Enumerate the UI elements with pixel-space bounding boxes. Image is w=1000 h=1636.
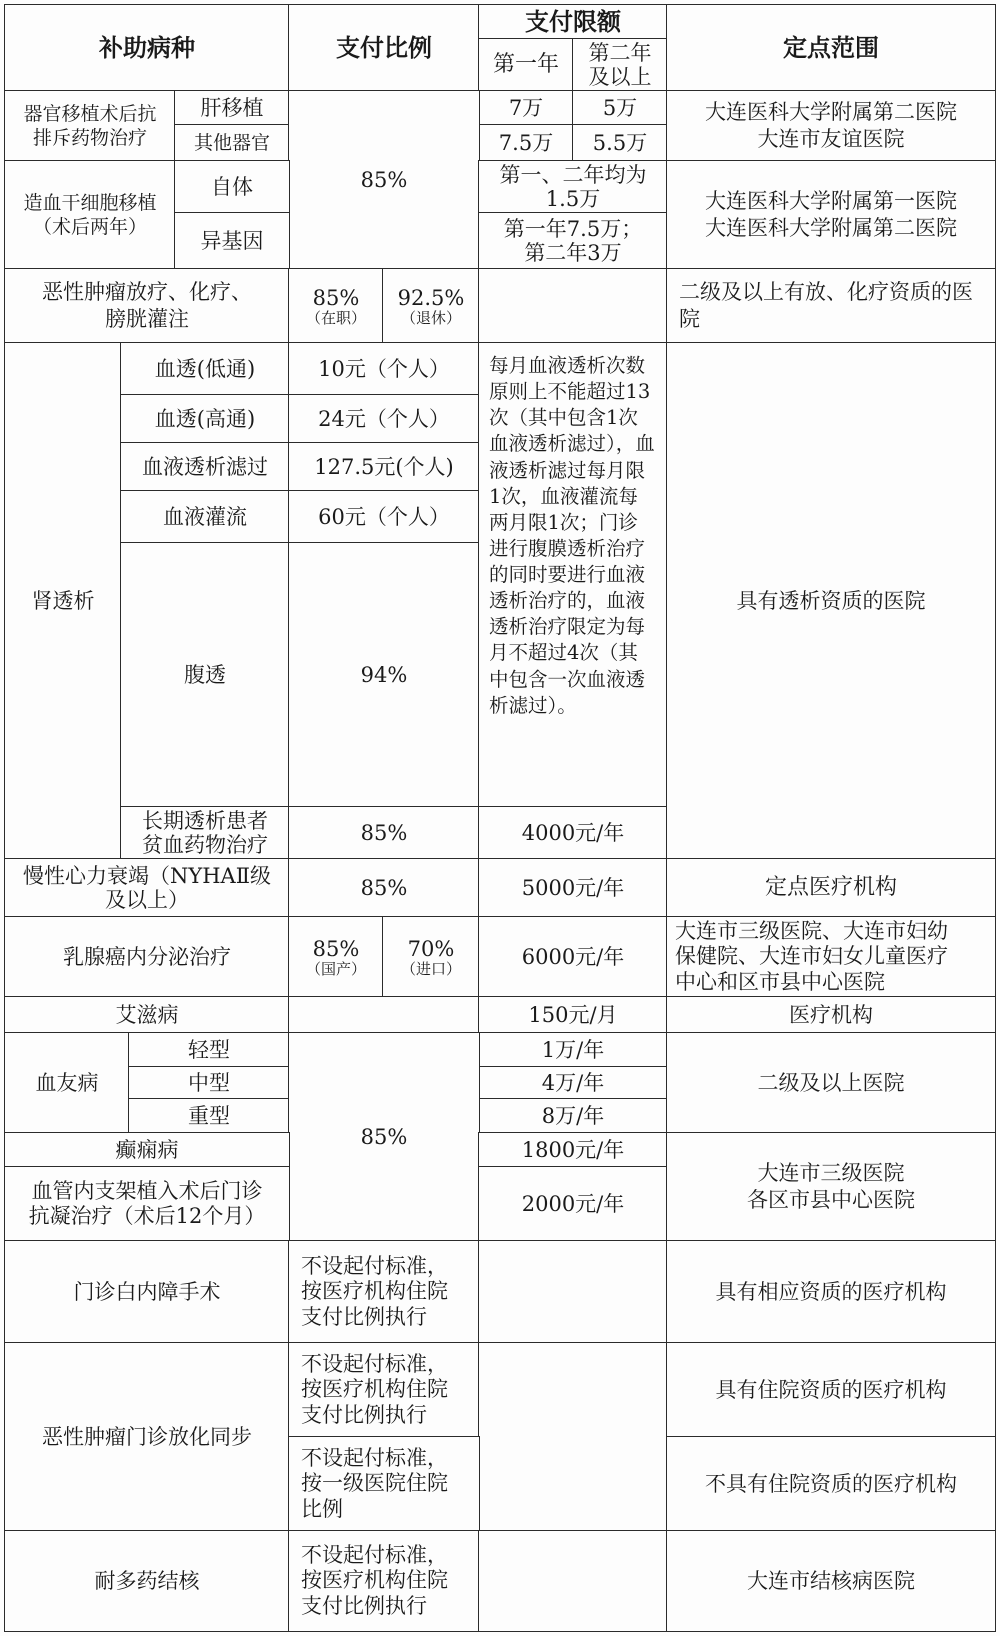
breast-ratio-import: 70% （进口） xyxy=(382,916,480,998)
dialysis-hd-low: 血透(低通) xyxy=(120,342,290,396)
stem-cell-scope: 大连医科大学附属第一医院 大连医科大学附属第二医院 xyxy=(666,160,996,270)
hemophilia-mild: 轻型 xyxy=(128,1032,290,1068)
dialysis-scope: 具有透析资质的医院 xyxy=(666,342,996,860)
tumor-ratio-employed: 85% （在职） xyxy=(288,268,384,344)
organ-liver-year1: 7万 xyxy=(478,90,574,126)
epilepsy-label: 癫痫病 xyxy=(4,1132,290,1168)
tumor-outpatient-ratio-a: 不设起付标准， 按医疗机构住院 支付比例执行 xyxy=(288,1342,480,1438)
heart-failure-label: 慢性心力衰竭（NYHAⅡ级 及以上） xyxy=(4,858,290,918)
hemophilia-moderate: 中型 xyxy=(128,1066,290,1100)
breast-cancer-limit: 6000元/年 xyxy=(478,916,668,998)
header-scope: 定点范围 xyxy=(666,4,996,92)
header-disease: 补助病种 xyxy=(4,4,290,92)
header-ratio: 支付比例 xyxy=(288,4,480,92)
dialysis-hdf-ratio: 127.5元(个人) xyxy=(288,442,480,492)
header-year2: 第二年 及以上 xyxy=(572,38,668,92)
organ-liver: 肝移植 xyxy=(174,90,290,126)
aids-label: 艾滋病 xyxy=(4,996,290,1034)
dialysis-hdf: 血液透析滤过 xyxy=(120,442,290,492)
hemophilia-moderate-limit: 4万/年 xyxy=(478,1066,668,1100)
aids-limit: 150元/月 xyxy=(478,996,668,1034)
cataract-ratio: 不设起付标准， 按医疗机构住院 支付比例执行 xyxy=(288,1240,480,1344)
breast-cancer-scope: 大连市三级医院、大连市妇幼 保健院、大连市妇女儿童医疗 中心和区市县中心医院 xyxy=(666,916,996,998)
aids-ratio-empty xyxy=(288,996,480,1034)
dialysis-anemia: 长期透析患者 贫血药物治疗 xyxy=(120,806,290,860)
organ-other: 其他器官 xyxy=(174,124,290,162)
hemophilia-scope: 二级及以上医院 xyxy=(666,1032,996,1134)
dialysis-hd-high-ratio: 24元（个人） xyxy=(288,394,480,444)
dialysis-hp: 血液灌流 xyxy=(120,490,290,544)
heart-failure-scope: 定点医疗机构 xyxy=(666,858,996,918)
mdr-tb-ratio: 不设起付标准， 按医疗机构住院 支付比例执行 xyxy=(288,1530,480,1632)
organ-other-year2: 5.5万 xyxy=(572,124,668,162)
tumor-outpatient-label: 恶性肿瘤门诊放化同步 xyxy=(4,1342,290,1532)
dialysis-anemia-limit: 4000元/年 xyxy=(478,806,668,860)
stem-cell-auto-limit: 第一、二年均为 1.5万 xyxy=(478,160,668,214)
dialysis-hp-ratio: 60元（个人） xyxy=(288,490,480,544)
hemophilia-label: 血友病 xyxy=(4,1032,130,1134)
epilepsy-stent-scope: 大连市三级医院 各区市县中心医院 xyxy=(666,1132,996,1242)
aids-scope: 医疗机构 xyxy=(666,996,996,1034)
dialysis-hd-low-ratio: 10元（个人） xyxy=(288,342,480,396)
dialysis-anemia-ratio: 85% xyxy=(288,806,480,860)
mdr-tb-label: 耐多药结核 xyxy=(4,1530,290,1632)
tumor-radiochemo-label: 恶性肿瘤放疗、化疗、 膀胱灌注 xyxy=(4,268,290,344)
breast-cancer-label: 乳腺癌内分泌治疗 xyxy=(4,916,290,998)
organ-other-year1: 7.5万 xyxy=(478,124,574,162)
header-limit: 支付限额 xyxy=(478,4,668,40)
epilepsy-limit: 1800元/年 xyxy=(478,1132,668,1168)
dialysis-pd-ratio: 94% xyxy=(288,542,480,808)
stem-cell-allo-limit: 第一年7.5万； 第二年3万 xyxy=(478,212,668,270)
tumor-ratio-retired: 92.5% （退休） xyxy=(382,268,480,344)
tumor-outpatient-ratio-b: 不设起付标准， 按一级医院住院 比例 xyxy=(288,1436,480,1532)
tumor-radiochemo-scope: 二级及以上有放、化疗资质的医院 xyxy=(666,268,996,344)
hemophilia-mild-limit: 1万/年 xyxy=(478,1032,668,1068)
organ-transplant-label: 器官移植术后抗 排斥药物治疗 xyxy=(4,90,176,162)
tumor-limit-empty xyxy=(478,268,668,344)
stent-limit: 2000元/年 xyxy=(478,1166,668,1242)
stent-label: 血管内支架植入术后门诊 抗凝治疗（术后12个月） xyxy=(4,1166,290,1242)
cataract-label: 门诊白内障手术 xyxy=(4,1240,290,1344)
cataract-limit-empty xyxy=(478,1240,668,1344)
dialysis-pd: 腹透 xyxy=(120,542,290,808)
stem-cell-label: 造血干细胞移植 （术后两年） xyxy=(4,160,176,270)
breast-ratio-domestic: 85% （国产） xyxy=(288,916,384,998)
organ-liver-year2: 5万 xyxy=(572,90,668,126)
hemophilia-severe-limit: 8万/年 xyxy=(478,1098,668,1134)
tumor-outpatient-scope-b: 不具有住院资质的医疗机构 xyxy=(666,1436,996,1532)
mdr-tb-limit-empty xyxy=(478,1530,668,1632)
dialysis-limit-text: 每月血液透析次数原则上不能超过13次（其中包含1次血液透析滤过），血液透析滤过每月限1次，血液灌流每两月限1次；门诊进行腹膜透析治疗的同时要进行血液透析治疗的，血液透析治疗限定为每月不超过4次（其中包含一次血液透析滤过）。 xyxy=(478,342,668,808)
mdr-tb-scope: 大连市结核病医院 xyxy=(666,1530,996,1632)
hemophilia-severe: 重型 xyxy=(128,1098,290,1134)
tumor-outpatient-limit-empty xyxy=(478,1342,668,1532)
header-year1: 第一年 xyxy=(478,38,574,92)
dialysis-hd-high: 血透(高通) xyxy=(120,394,290,444)
cataract-scope: 具有相应资质的医疗机构 xyxy=(666,1240,996,1344)
dialysis-label: 肾透析 xyxy=(4,342,122,860)
transplant-ratio: 85% xyxy=(288,90,480,270)
heart-failure-ratio: 85% xyxy=(288,858,480,918)
heart-failure-limit: 5000元/年 xyxy=(478,858,668,918)
organ-scope: 大连医科大学附属第二医院 大连市友谊医院 xyxy=(666,90,996,162)
stem-cell-auto: 自体 xyxy=(174,160,290,214)
tumor-outpatient-scope-a: 具有住院资质的医疗机构 xyxy=(666,1342,996,1438)
chronic-ratio: 85% xyxy=(288,1032,480,1242)
stem-cell-allo: 异基因 xyxy=(174,212,290,270)
